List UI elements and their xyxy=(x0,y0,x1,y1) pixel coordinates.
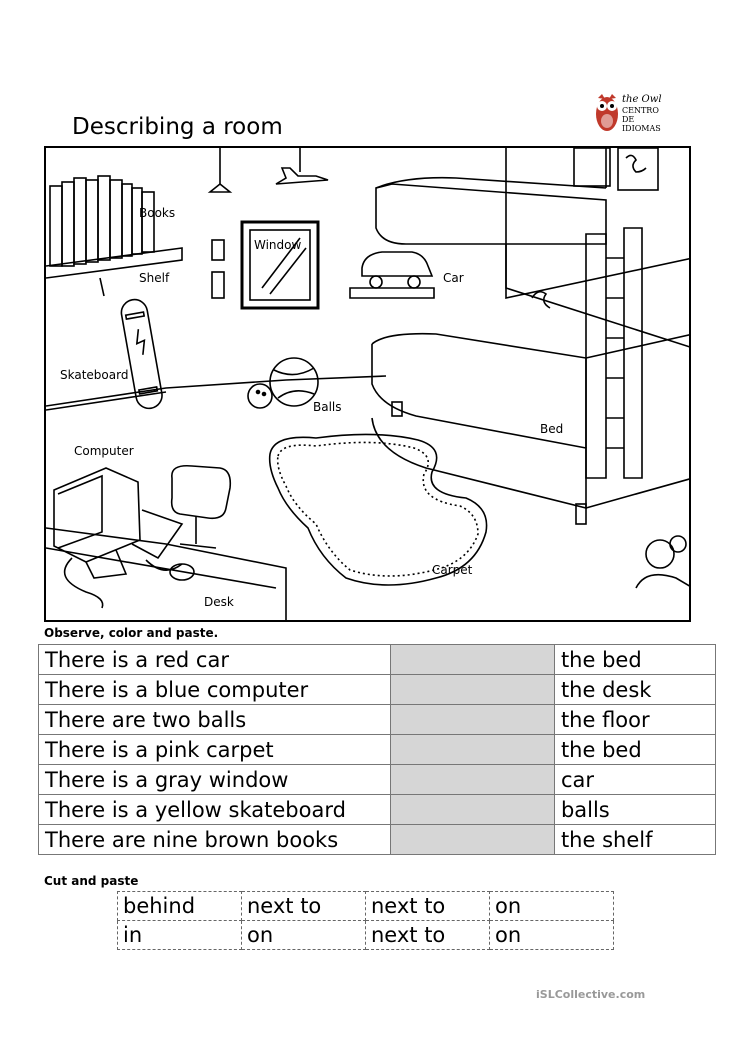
paste-box[interactable] xyxy=(390,675,554,705)
logo-line: DE xyxy=(622,115,635,124)
label-shelf: Shelf xyxy=(139,271,170,285)
logo-line: CENTRO xyxy=(622,106,659,115)
cut-row xyxy=(118,892,614,921)
answer-cell: the shelf xyxy=(554,825,715,855)
label-computer: Computer xyxy=(74,444,134,458)
footer-credit: iSLCollective.com xyxy=(536,988,646,1001)
cut-word[interactable]: behind xyxy=(118,892,242,921)
sentence-cell: There is a red car xyxy=(39,645,391,675)
logo-subtitle xyxy=(622,106,661,133)
label-balls: Balls xyxy=(313,400,342,414)
logo-name: the Owl xyxy=(622,94,662,105)
label-carpet: Carpet xyxy=(432,563,473,577)
label-window: Window xyxy=(254,238,302,252)
sentence-cell: There is a gray window xyxy=(39,765,391,795)
table-row xyxy=(39,765,716,795)
answer-cell: car xyxy=(554,765,715,795)
sentence-cell: There is a blue computer xyxy=(39,675,391,705)
sentence-table xyxy=(38,644,716,855)
label-books: Books xyxy=(139,206,176,220)
cut-word[interactable]: next to xyxy=(366,892,490,921)
label-skateboard: Skateboard xyxy=(60,368,129,382)
label-bed: Bed xyxy=(540,422,564,436)
answer-cell: the bed xyxy=(554,645,715,675)
page-title: Describing a room xyxy=(72,114,283,140)
cut-word[interactable]: in xyxy=(118,921,242,950)
cut-word[interactable]: on xyxy=(242,921,366,950)
cut-word[interactable]: on xyxy=(490,921,614,950)
paste-box[interactable] xyxy=(390,735,554,765)
paste-box[interactable] xyxy=(390,705,554,735)
answer-cell: the desk xyxy=(554,675,715,705)
answer-cell: the bed xyxy=(554,735,715,765)
table-row xyxy=(39,795,716,825)
sentence-cell: There are two balls xyxy=(39,705,391,735)
school-logo xyxy=(594,90,684,138)
cut-words-table xyxy=(117,891,614,950)
cut-label: Cut and paste xyxy=(44,874,139,888)
answer-cell: the floor xyxy=(554,705,715,735)
paste-box[interactable] xyxy=(390,645,554,675)
room-illustration xyxy=(44,146,691,622)
table-row xyxy=(39,645,716,675)
table-row xyxy=(39,825,716,855)
cut-word[interactable]: next to xyxy=(366,921,490,950)
cut-word[interactable]: on xyxy=(490,892,614,921)
sentence-cell: There are nine brown books xyxy=(39,825,391,855)
cut-word[interactable]: next to xyxy=(242,892,366,921)
paste-box[interactable] xyxy=(390,795,554,825)
paste-box[interactable] xyxy=(390,825,554,855)
owl-icon xyxy=(594,90,620,134)
sentence-cell: There is a yellow skateboard xyxy=(39,795,391,825)
answer-cell: balls xyxy=(554,795,715,825)
paste-box[interactable] xyxy=(390,765,554,795)
table-row xyxy=(39,735,716,765)
cut-row xyxy=(118,921,614,950)
sentence-cell: There is a pink carpet xyxy=(39,735,391,765)
logo-line: IDIOMAS xyxy=(622,124,661,133)
instruction-text: Observe, color and paste. xyxy=(44,626,219,640)
label-desk: Desk xyxy=(204,595,234,609)
table-row xyxy=(39,675,716,705)
books-icon xyxy=(50,176,154,266)
label-car: Car xyxy=(443,271,464,285)
table-row xyxy=(39,705,716,735)
